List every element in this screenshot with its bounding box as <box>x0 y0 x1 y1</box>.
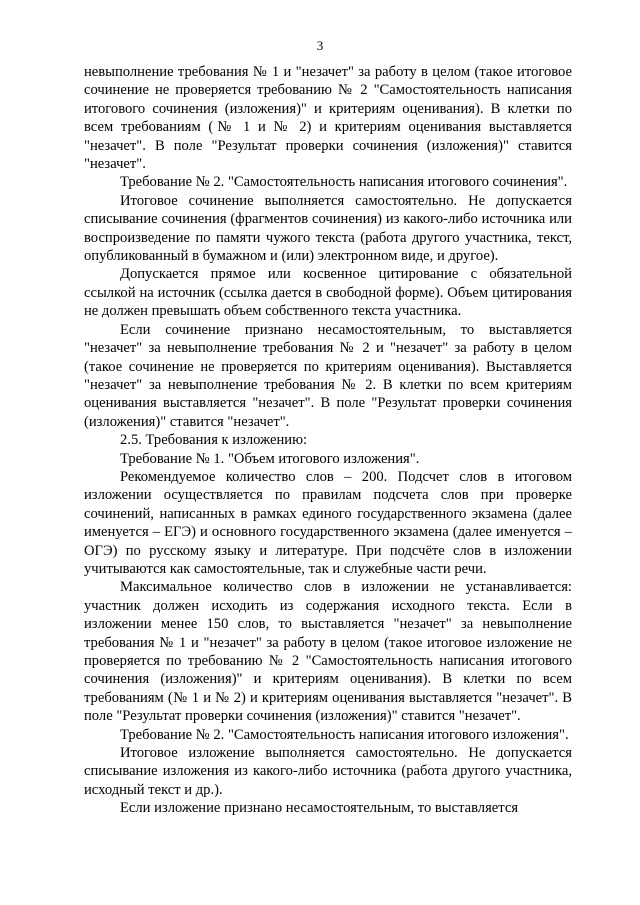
paragraph: Если сочинение признано несамостоятельным, то выставляется "незачет" за невыполнение требования № 2 и "незачет" за работу в целом (такое сочинение не проверяется по критериям оценивания). Выставляется "незачет" за невыполнение требования № 2. В клетки по всем критериям оценивания выставляется "незачет". В поле "Результат проверки сочинения (изложения)" ставится "незачет". <box>84 321 572 430</box>
page-number: 3 <box>316 38 324 53</box>
document-body <box>84 63 572 818</box>
paragraph: Итоговое изложение выполняется самостоятельно. Не допускается списывание изложения из какого-либо источника (работа другого участника, исходный текст и др.). <box>84 745 572 798</box>
paragraph: Требование № 2. "Самостоятельность написания итогового сочинения". <box>120 174 568 191</box>
paragraph: Если изложение признано несамостоятельным, то выставляется <box>120 800 519 817</box>
paragraph: невыполнение требования № 1 и "незачет" за работу в целом (такое итоговое сочинение не проверяется требованию № 2 "Самостоятельность написания итогового сочинения (изложения)" и критериям оценивания). В клетки по всем требованиям (№ 1 и № 2) и критериям оценивания выставляется "незачет". В поле "Результат проверки сочинения (изложения)" ставится "незачет". <box>84 64 572 173</box>
paragraph: Максимальное количество слов в изложении не устанавливается: участник должен исходить из содержания исходного текста. Если в изложении менее 150 слов, то выставляется "незачет" за невыполнение требования № 1 и "незачет" за работу в целом (такое итоговое изложение не проверяется по требованию № 2 "Самостоятельность написания итогового сочинения (изложения)" и критериям оценивания). В клетки по всем требованиям (№ 1 и № 2) и критериям оценивания выставляется "незачет". В поле "Результат проверки сочинения (изложения)" ставится "незачет". <box>84 579 572 725</box>
paragraph: Рекомендуемое количество слов – 200. Подсчет слов в итоговом изложении осуществляется по правилам подсчета слов при проверке сочинений, написанных в рамках единого государственного экзамена (далее именуется – ЕГЭ) и основного государственного экзамена (далее именуется – ОГЭ) по русскому языку и литературе. При подсчёте слов в изложении учитываются как самостоятельные, так и служебные части речи. <box>84 468 572 577</box>
paragraph: Допускается прямое или косвенное цитирование с обязательной ссылкой на источник (ссылка дается в свободной форме). Объем цитирования не должен превышать объем собственного текста участника. <box>84 266 572 320</box>
paragraph: Требование № 1. "Объем итогового изложения". <box>120 450 420 467</box>
paragraph: Требование № 2. "Самостоятельность написания итогового изложения". <box>120 726 569 743</box>
paragraph: Итоговое сочинение выполняется самостоятельно. Не допускается списывание сочинения (фрагментов сочинения) из какого-либо источника или воспроизведение по памяти чужого текста (работа другого участника, текст, опубликованный в бумажном и (или) электронном виде, и другое). <box>84 192 572 265</box>
section-heading: 2.5. Требования к изложению: <box>120 432 308 449</box>
